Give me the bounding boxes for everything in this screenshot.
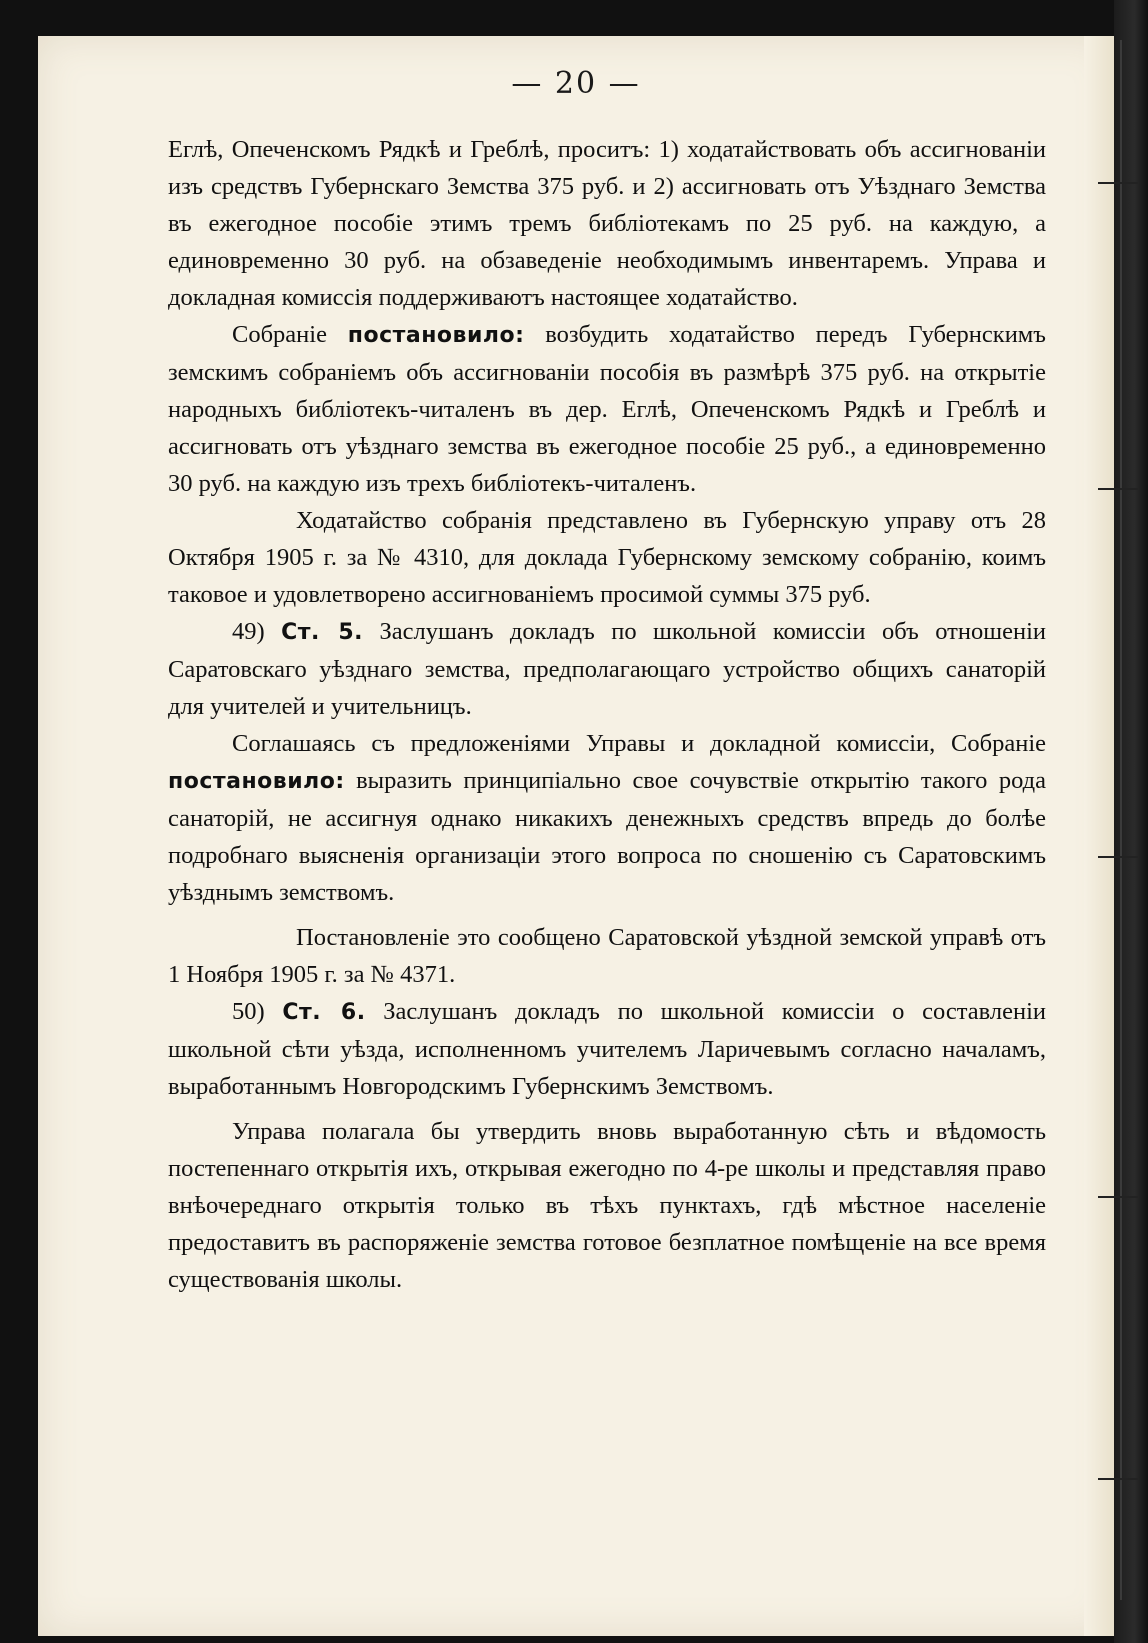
paragraph-text: выразить принципіально свое сочувствіе открытію такого рода санаторій, не ассигнуя однако никакихъ денежныхъ средствъ впредь до болѣе подробнаго выясненія организаціи этого вопроса по сношенію съ Саратовскимъ уѣзднымъ земствомъ. — [168, 767, 1046, 906]
emphasis-text: Ст. 6. — [282, 1000, 366, 1025]
page-body — [168, 131, 1046, 1298]
paragraph-text: Ходатайство собранія представлено въ Губернскую управу отъ 28 Октября 1905 г. за № 4310, для доклада Губернскому земскому собранію, коимъ таковое и удовлетворено ассигнованіемъ просимой суммы 375 руб. — [168, 507, 1046, 608]
paragraph-text: Заслушанъ докладъ по школьной комиссіи объ отношеніи Саратовскаго уѣзднаго земства, предполагающаго устройство общихъ санаторій для учителей и учительницъ. — [168, 618, 1046, 720]
paragraph — [168, 131, 1046, 316]
page-number: — 20 — — [511, 66, 641, 101]
paragraph-text: Постановленіе это сообщено Саратовской уѣздной земской управѣ отъ 1 Ноября 1905 г. за № 4371. — [168, 924, 1046, 988]
spine-line — [1120, 40, 1122, 1600]
paragraph-text: Управа полагала бы утвердить вновь выработанную сѣть и вѣдомость постепеннаго открытія ихъ, открывая ежегодно по 4-ре школы и представляя право внѣочереднаго открытія только въ тѣхъ пунктахъ, гдѣ мѣстное населеніе предоставитъ въ распоряженіе земства готовое безплатное помѣщеніе на все время существованія школы. — [168, 1118, 1046, 1293]
paragraph — [168, 919, 1046, 993]
page-edge — [1084, 36, 1114, 1636]
binding-thread-mark — [1098, 488, 1138, 490]
paragraph-text: 49) — [232, 618, 282, 645]
paragraph — [168, 725, 1046, 911]
paragraph-text: Соглашаясь съ предложеніями Управы и докладной комиссіи, Собраніе — [232, 730, 1046, 757]
book-page — [38, 36, 1114, 1636]
paragraph — [168, 502, 1046, 613]
paragraph — [168, 316, 1046, 502]
paragraph-text: Собраніе — [232, 321, 348, 348]
emphasis-text: Ст. 5. — [281, 620, 364, 645]
binding-thread-mark — [1098, 1478, 1138, 1480]
paragraph — [168, 993, 1046, 1105]
book-spine — [1114, 0, 1148, 1643]
paragraph-text: 50) — [232, 998, 283, 1025]
paragraph-text: возбудить ходатайство передъ Губернскимъ земскимъ собраніемъ объ ассигнованіи пособія въ размѣрѣ 375 руб. на открытіе народныхъ библіотекъ-читаленъ въ дер. Еглѣ, Опеченскомъ Рядкѣ и Греблѣ и ассигновать отъ уѣзднаго земства въ ежегодное пособіе 25 руб., а единовременно 30 руб. на каждую изъ трехъ библіотекъ-читаленъ. — [168, 321, 1046, 497]
emphasis-text: постановило: — [347, 323, 525, 348]
paragraph-text: Заслушанъ докладъ по школьной комиссіи о составленіи школьной сѣти уѣзда, исполненномъ учителемъ Ларичевымъ согласно началамъ, выработаннымъ Новгородскимъ Губернскимъ Земствомъ. — [168, 998, 1046, 1100]
paragraph — [168, 1113, 1046, 1298]
paragraph — [168, 613, 1046, 725]
paragraph-text: Еглѣ, Опеченскомъ Рядкѣ и Греблѣ, проситъ: 1) ходатайствовать объ ассигнованіи изъ средствъ Губернскаго Земства 375 руб. и 2) ассигновать отъ Уѣзднаго Земства въ ежегодное пособіе этимъ тремъ библіотекамъ по 25 руб. на каждую, а единовременно 30 руб. на обзаведеніе необходимымъ инвентаремъ. Управа и докладная комиссія поддерживаютъ настоящее ходатайство. — [168, 136, 1046, 311]
binding-thread-mark — [1098, 182, 1138, 184]
binding-thread-mark — [1098, 1196, 1138, 1198]
emphasis-text: постановило: — [168, 769, 345, 794]
binding-thread-mark — [1098, 856, 1138, 858]
